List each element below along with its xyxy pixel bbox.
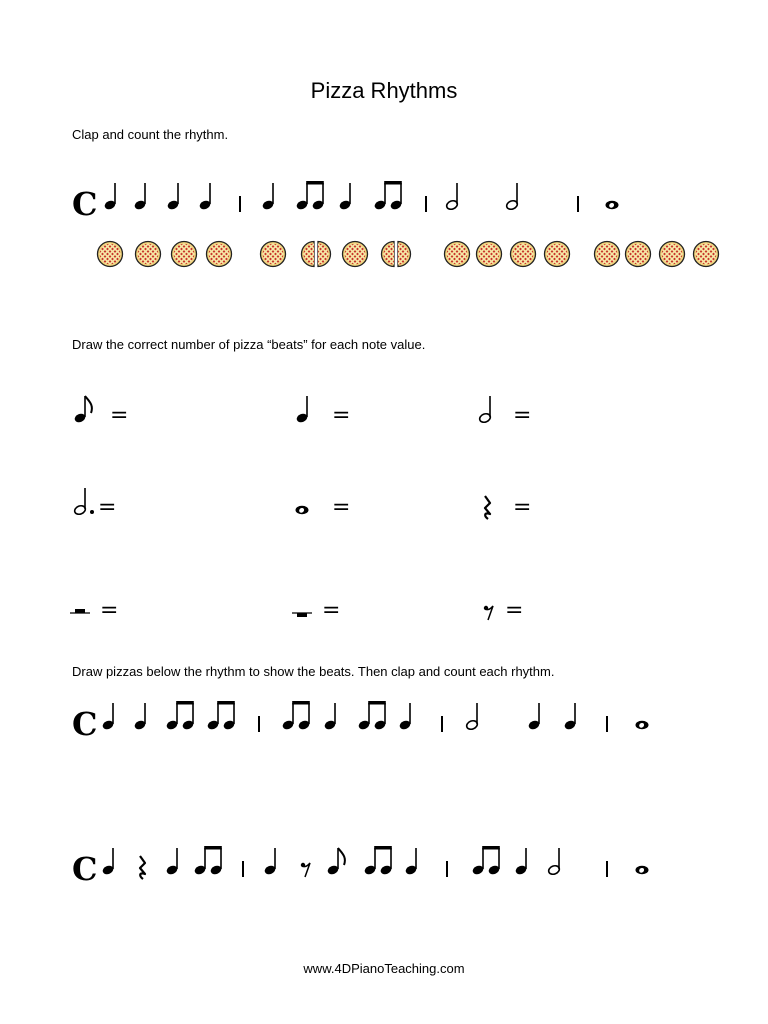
instruction-clap-count: Clap and count the rhythm. — [72, 127, 229, 142]
quarter-rest — [485, 496, 490, 519]
equals-sign — [513, 495, 531, 520]
eighth-note — [73, 396, 92, 424]
whole-note — [296, 506, 309, 514]
quarter-note — [404, 848, 417, 876]
quarter-note — [398, 703, 411, 731]
svg-text:C: C — [72, 185, 98, 223]
equals-sign — [513, 403, 531, 428]
eighth-rest — [484, 606, 493, 620]
pizza-whole-icon — [121, 242, 176, 267]
eighth-note — [326, 848, 345, 876]
quarter-note — [514, 848, 527, 876]
pizza-half-icon — [291, 242, 346, 267]
eighth-note-pair — [471, 846, 500, 876]
pizza-whole-icon — [328, 242, 383, 267]
rhythm-example — [0, 180, 768, 280]
pizza-whole-icon — [645, 242, 700, 267]
half-note — [465, 703, 478, 731]
quarter-note — [338, 183, 351, 211]
whole-note — [636, 866, 649, 874]
equals-sign — [110, 403, 128, 428]
instruction-draw-beats: Draw the correct number of pizza “beats” for each note value. — [72, 337, 426, 352]
eighth-note-pair — [206, 701, 235, 731]
eighth-note-pair — [363, 846, 392, 876]
common-time-symbol — [72, 850, 97, 888]
quarter-note — [198, 183, 211, 211]
quarter-note — [527, 703, 540, 731]
svg-text:C: C — [72, 705, 98, 743]
svg-text:=: = — [505, 598, 524, 623]
equals-sign — [332, 495, 350, 520]
instruction-draw-pizzas: Draw pizzas below the rhythm to show the beats. Then clap and count each rhythm. — [72, 664, 555, 679]
half-note — [547, 848, 560, 876]
svg-text:=: = — [332, 495, 351, 520]
eighth-rest — [301, 863, 310, 877]
svg-text:=: = — [322, 598, 341, 623]
dotted-half-note — [73, 488, 94, 516]
svg-text:=: = — [98, 495, 117, 520]
note-value-grid — [0, 380, 768, 640]
eighth-note-pair — [281, 701, 310, 731]
pizza-whole-icon — [679, 242, 734, 267]
quarter-note — [103, 183, 116, 211]
half-note — [505, 183, 518, 211]
rhythm-exercise-2 — [0, 835, 768, 895]
quarter-note — [101, 703, 114, 731]
equals-sign — [322, 598, 340, 623]
equals-sign — [100, 598, 118, 623]
quarter-note — [101, 848, 114, 876]
common-time-symbol — [72, 705, 97, 743]
pizza-whole-icon — [192, 242, 247, 267]
pizza-whole-icon — [83, 242, 138, 267]
svg-text:=: = — [513, 495, 532, 520]
half-note — [445, 183, 458, 211]
footer-url[interactable]: www.4DPianoTeaching.com — [303, 961, 465, 976]
quarter-note — [295, 396, 308, 424]
rhythm-exercise-1 — [0, 690, 768, 750]
whole-note — [606, 201, 619, 209]
quarter-note — [261, 183, 274, 211]
half-note — [478, 396, 491, 424]
half-rest — [70, 609, 90, 613]
quarter-note — [166, 183, 179, 211]
eighth-note-pair — [193, 846, 222, 876]
pizza-half-icon — [367, 242, 422, 267]
common-time-symbol — [72, 185, 97, 223]
eighth-note-pair — [357, 701, 386, 731]
pizza-whole-icon — [496, 242, 551, 267]
pizza-half-icon — [371, 242, 426, 267]
pizza-whole-icon — [157, 242, 212, 267]
equals-sign — [332, 403, 350, 428]
equals-sign — [505, 598, 523, 623]
quarter-note — [323, 703, 336, 731]
pizza-half-icon — [287, 242, 342, 267]
svg-text:C: C — [72, 850, 98, 888]
equals-sign — [98, 495, 116, 520]
whole-rest — [292, 613, 312, 617]
quarter-note — [263, 848, 276, 876]
whole-note — [636, 721, 649, 729]
pizza-whole-icon — [530, 242, 585, 267]
page-title: Pizza Rhythms — [310, 78, 458, 103]
eighth-note-pair — [373, 181, 402, 211]
quarter-note — [133, 703, 146, 731]
quarter-note — [133, 183, 146, 211]
eighth-note-pair — [165, 701, 194, 731]
eighth-note-pair — [295, 181, 324, 211]
svg-text:=: = — [513, 403, 532, 428]
svg-text:=: = — [332, 403, 351, 428]
svg-text:=: = — [100, 598, 119, 623]
pizza-whole-icon — [246, 242, 301, 267]
quarter-note — [563, 703, 576, 731]
quarter-note — [165, 848, 178, 876]
quarter-rest — [140, 856, 145, 879]
svg-text:=: = — [110, 403, 129, 428]
